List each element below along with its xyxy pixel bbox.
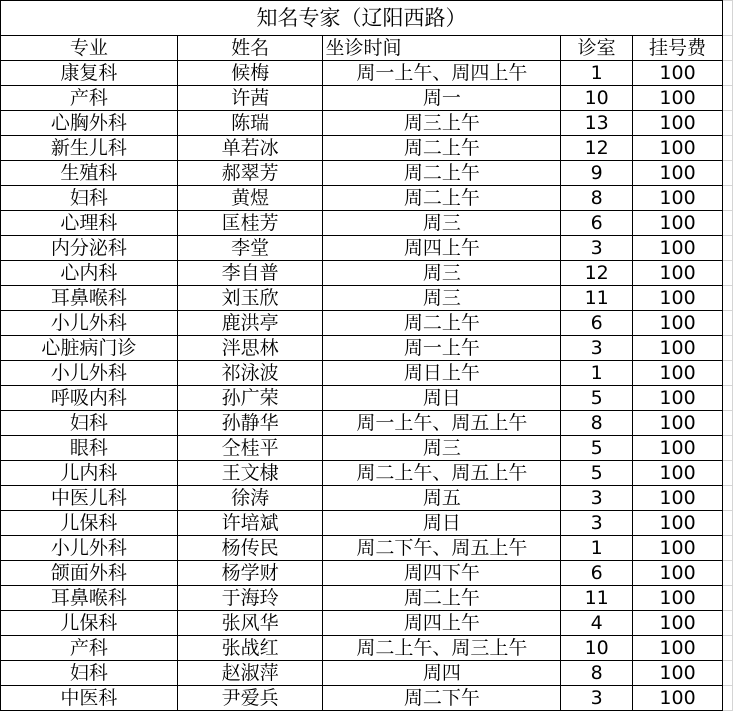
header-row <box>1 36 733 61</box>
room-cell[interactable]: 6 <box>561 211 633 236</box>
table-row <box>1 336 733 361</box>
table-row <box>1 361 733 386</box>
specialty-cell[interactable]: 康复科 <box>1 61 178 86</box>
doctor-name-cell[interactable]: 黄煜 <box>177 186 323 211</box>
specialty-cell[interactable]: 儿内科 <box>1 461 178 486</box>
doctor-name-cell[interactable]: 仝桂平 <box>177 436 323 461</box>
header-name[interactable]: 姓名 <box>177 36 323 61</box>
room-cell[interactable]: 11 <box>561 286 633 311</box>
empty-cell[interactable] <box>723 586 733 611</box>
doctor-name-cell[interactable]: 于海玲 <box>177 586 323 611</box>
fee-cell[interactable]: 100 <box>633 686 723 711</box>
specialty-cell[interactable]: 妇科 <box>1 411 178 436</box>
clinic-time-cell[interactable]: 周二上午 <box>323 586 561 611</box>
doctor-name-cell[interactable]: 王文棣 <box>177 461 323 486</box>
doctor-name-cell[interactable]: 孙静华 <box>177 411 323 436</box>
table-row <box>1 136 733 161</box>
clinic-time-cell[interactable]: 周三 <box>323 436 561 461</box>
table-row <box>1 536 733 561</box>
room-cell[interactable]: 3 <box>561 336 633 361</box>
room-cell[interactable]: 3 <box>561 686 633 711</box>
fee-cell[interactable]: 100 <box>633 486 723 511</box>
room-cell[interactable]: 12 <box>561 261 633 286</box>
specialty-cell[interactable]: 小儿外科 <box>1 361 178 386</box>
table-row <box>1 386 733 411</box>
empty-cell[interactable] <box>723 161 733 186</box>
room-cell[interactable]: 5 <box>561 436 633 461</box>
room-cell[interactable]: 13 <box>561 111 633 136</box>
empty-cell[interactable] <box>723 486 733 511</box>
doctor-name-cell[interactable]: 李堂 <box>177 236 323 261</box>
empty-cell[interactable] <box>723 636 733 661</box>
doctor-name-cell[interactable]: 单若冰 <box>177 136 323 161</box>
specialty-cell[interactable]: 呼吸内科 <box>1 386 178 411</box>
empty-cell[interactable] <box>723 1 733 36</box>
specialty-cell[interactable]: 中医儿科 <box>1 486 178 511</box>
empty-cell[interactable] <box>723 536 733 561</box>
fee-cell[interactable]: 100 <box>633 61 723 86</box>
doctor-name-cell[interactable]: 候梅 <box>177 61 323 86</box>
empty-cell[interactable] <box>723 136 733 161</box>
room-cell[interactable]: 10 <box>561 86 633 111</box>
header-fee[interactable]: 挂号费 <box>633 36 723 61</box>
doctor-name-cell[interactable]: 祁泳波 <box>177 361 323 386</box>
doctor-name-cell[interactable]: 尹爱兵 <box>177 686 323 711</box>
empty-cell[interactable] <box>723 361 733 386</box>
clinic-time-cell[interactable]: 周三 <box>323 261 561 286</box>
empty-cell[interactable] <box>723 461 733 486</box>
fee-cell[interactable]: 100 <box>633 661 723 686</box>
room-cell[interactable]: 1 <box>561 361 633 386</box>
doctor-name-cell[interactable]: 匡桂芳 <box>177 211 323 236</box>
fee-cell[interactable]: 100 <box>633 536 723 561</box>
table-row <box>1 286 733 311</box>
clinic-time-cell[interactable]: 周二上午 <box>323 186 561 211</box>
doctor-name-cell[interactable]: 鹿洪亭 <box>177 311 323 336</box>
empty-cell[interactable] <box>723 86 733 111</box>
title-row <box>1 1 733 36</box>
doctor-name-cell[interactable]: 赵淑萍 <box>177 661 323 686</box>
room-cell[interactable]: 3 <box>561 486 633 511</box>
empty-cell[interactable] <box>723 311 733 336</box>
fee-cell[interactable]: 100 <box>633 361 723 386</box>
specialty-cell[interactable]: 耳鼻喉科 <box>1 286 178 311</box>
doctor-name-cell[interactable]: 张风华 <box>177 611 323 636</box>
empty-cell[interactable] <box>723 36 733 61</box>
specialty-cell[interactable]: 妇科 <box>1 661 178 686</box>
room-cell[interactable]: 1 <box>561 61 633 86</box>
room-cell[interactable]: 1 <box>561 536 633 561</box>
clinic-time-cell[interactable]: 周二上午、周五上午 <box>323 461 561 486</box>
fee-cell[interactable]: 100 <box>633 386 723 411</box>
doctor-name-cell[interactable]: 孙广荣 <box>177 386 323 411</box>
specialty-cell[interactable]: 生殖科 <box>1 161 178 186</box>
room-cell[interactable]: 9 <box>561 161 633 186</box>
fee-cell[interactable]: 100 <box>633 636 723 661</box>
empty-cell[interactable] <box>723 336 733 361</box>
specialty-cell[interactable]: 心脏病门诊 <box>1 336 178 361</box>
table-row <box>1 211 733 236</box>
empty-cell[interactable] <box>723 186 733 211</box>
doctor-name-cell[interactable]: 杨学财 <box>177 561 323 586</box>
clinic-time-cell[interactable]: 周四上午 <box>323 236 561 261</box>
fee-cell[interactable]: 100 <box>633 86 723 111</box>
table-row <box>1 511 733 536</box>
table-row <box>1 236 733 261</box>
clinic-time-cell[interactable]: 周日 <box>323 386 561 411</box>
fee-cell[interactable]: 100 <box>633 236 723 261</box>
empty-cell[interactable] <box>723 511 733 536</box>
doctor-name-cell[interactable]: 徐涛 <box>177 486 323 511</box>
fee-cell[interactable]: 100 <box>633 186 723 211</box>
clinic-time-cell[interactable]: 周二上午、周三上午 <box>323 636 561 661</box>
specialty-cell[interactable]: 妇科 <box>1 186 178 211</box>
fee-cell[interactable]: 100 <box>633 561 723 586</box>
fee-cell[interactable]: 100 <box>633 261 723 286</box>
table-row <box>1 611 733 636</box>
table-row <box>1 436 733 461</box>
table-row <box>1 661 733 686</box>
clinic-time-cell[interactable]: 周一 <box>323 86 561 111</box>
empty-cell[interactable] <box>723 261 733 286</box>
room-cell[interactable]: 11 <box>561 586 633 611</box>
specialty-cell[interactable]: 心胸外科 <box>1 111 178 136</box>
fee-cell[interactable]: 100 <box>633 311 723 336</box>
specialty-cell[interactable]: 新生儿科 <box>1 136 178 161</box>
table-row <box>1 186 733 211</box>
clinic-time-cell[interactable]: 周四下午 <box>323 561 561 586</box>
specialty-cell[interactable]: 中医科 <box>1 686 178 711</box>
empty-cell[interactable] <box>723 611 733 636</box>
header-specialty[interactable]: 专业 <box>1 36 178 61</box>
specialty-cell[interactable]: 儿保科 <box>1 511 178 536</box>
table-row <box>1 261 733 286</box>
room-cell[interactable]: 6 <box>561 561 633 586</box>
clinic-time-cell[interactable]: 周二上午 <box>323 311 561 336</box>
room-cell[interactable]: 5 <box>561 461 633 486</box>
fee-cell[interactable]: 100 <box>633 586 723 611</box>
table-title[interactable]: 知名专家（辽阳西路） <box>1 1 723 36</box>
clinic-time-cell[interactable]: 周一上午、周五上午 <box>323 411 561 436</box>
table-row <box>1 486 733 511</box>
fee-cell[interactable]: 100 <box>633 136 723 161</box>
clinic-time-cell[interactable]: 周五 <box>323 486 561 511</box>
empty-cell[interactable] <box>723 661 733 686</box>
empty-cell[interactable] <box>723 436 733 461</box>
clinic-time-cell[interactable]: 周四 <box>323 661 561 686</box>
clinic-time-cell[interactable]: 周一上午、周四上午 <box>323 61 561 86</box>
room-cell[interactable]: 5 <box>561 386 633 411</box>
specialty-cell[interactable]: 小儿外科 <box>1 536 178 561</box>
specialty-cell[interactable]: 小儿外科 <box>1 311 178 336</box>
specialty-cell[interactable]: 心理科 <box>1 211 178 236</box>
room-cell[interactable]: 8 <box>561 411 633 436</box>
fee-cell[interactable]: 100 <box>633 611 723 636</box>
clinic-time-cell[interactable]: 周日 <box>323 511 561 536</box>
empty-cell[interactable] <box>723 211 733 236</box>
doctor-name-cell[interactable]: 张战红 <box>177 636 323 661</box>
fee-cell[interactable]: 100 <box>633 411 723 436</box>
empty-cell[interactable] <box>723 111 733 136</box>
header-clinic-time[interactable]: 坐诊时间 <box>323 36 561 61</box>
specialty-cell[interactable]: 儿保科 <box>1 611 178 636</box>
doctor-name-cell[interactable]: 刘玉欣 <box>177 286 323 311</box>
table-row <box>1 86 733 111</box>
fee-cell[interactable]: 100 <box>633 286 723 311</box>
table-row <box>1 111 733 136</box>
table-row <box>1 461 733 486</box>
empty-cell[interactable] <box>723 686 733 711</box>
doctor-name-cell[interactable]: 李自普 <box>177 261 323 286</box>
clinic-time-cell[interactable]: 周四上午 <box>323 611 561 636</box>
empty-cell[interactable] <box>723 411 733 436</box>
room-cell[interactable]: 4 <box>561 611 633 636</box>
specialty-cell[interactable]: 产科 <box>1 86 178 111</box>
specialty-cell[interactable]: 心内科 <box>1 261 178 286</box>
fee-cell[interactable]: 100 <box>633 161 723 186</box>
doctor-name-cell[interactable]: 许茜 <box>177 86 323 111</box>
empty-cell[interactable] <box>723 561 733 586</box>
empty-cell[interactable] <box>723 386 733 411</box>
header-room[interactable]: 诊室 <box>561 36 633 61</box>
fee-cell[interactable]: 100 <box>633 511 723 536</box>
room-cell[interactable]: 3 <box>561 236 633 261</box>
table-row <box>1 561 733 586</box>
clinic-time-cell[interactable]: 周二下午 <box>323 686 561 711</box>
room-cell[interactable]: 3 <box>561 511 633 536</box>
room-cell[interactable]: 8 <box>561 186 633 211</box>
clinic-time-cell[interactable]: 周一上午 <box>323 336 561 361</box>
table-row <box>1 311 733 336</box>
room-cell[interactable]: 10 <box>561 636 633 661</box>
fee-cell[interactable]: 100 <box>633 436 723 461</box>
table-row <box>1 61 733 86</box>
specialty-cell[interactable]: 耳鼻喉科 <box>1 586 178 611</box>
empty-cell[interactable] <box>723 286 733 311</box>
specialty-cell[interactable]: 内分泌科 <box>1 236 178 261</box>
doctor-name-cell[interactable]: 许培斌 <box>177 511 323 536</box>
table-row <box>1 161 733 186</box>
clinic-time-cell[interactable]: 周三 <box>323 286 561 311</box>
specialty-cell[interactable]: 眼科 <box>1 436 178 461</box>
specialty-cell[interactable]: 产科 <box>1 636 178 661</box>
clinic-time-cell[interactable]: 周二下午、周五上午 <box>323 536 561 561</box>
clinic-time-cell[interactable]: 周日上午 <box>323 361 561 386</box>
doctor-name-cell[interactable]: 郝翠芳 <box>177 161 323 186</box>
fee-cell[interactable]: 100 <box>633 336 723 361</box>
fee-cell[interactable]: 100 <box>633 461 723 486</box>
doctor-name-cell[interactable]: 陈瑞 <box>177 111 323 136</box>
doctor-name-cell[interactable]: 泮思林 <box>177 336 323 361</box>
room-cell[interactable]: 6 <box>561 311 633 336</box>
fee-cell[interactable]: 100 <box>633 111 723 136</box>
empty-cell[interactable] <box>723 236 733 261</box>
clinic-time-cell[interactable]: 周二上午 <box>323 161 561 186</box>
table-row <box>1 411 733 436</box>
fee-cell[interactable]: 100 <box>633 211 723 236</box>
table-row <box>1 586 733 611</box>
doctor-name-cell[interactable]: 杨传民 <box>177 536 323 561</box>
clinic-time-cell[interactable]: 周二上午 <box>323 136 561 161</box>
room-cell[interactable]: 8 <box>561 661 633 686</box>
empty-cell[interactable] <box>723 61 733 86</box>
table-row <box>1 636 733 661</box>
table-row <box>1 686 733 711</box>
clinic-time-cell[interactable]: 周三上午 <box>323 111 561 136</box>
specialty-cell[interactable]: 颌面外科 <box>1 561 178 586</box>
room-cell[interactable]: 12 <box>561 136 633 161</box>
clinic-time-cell[interactable]: 周三 <box>323 211 561 236</box>
